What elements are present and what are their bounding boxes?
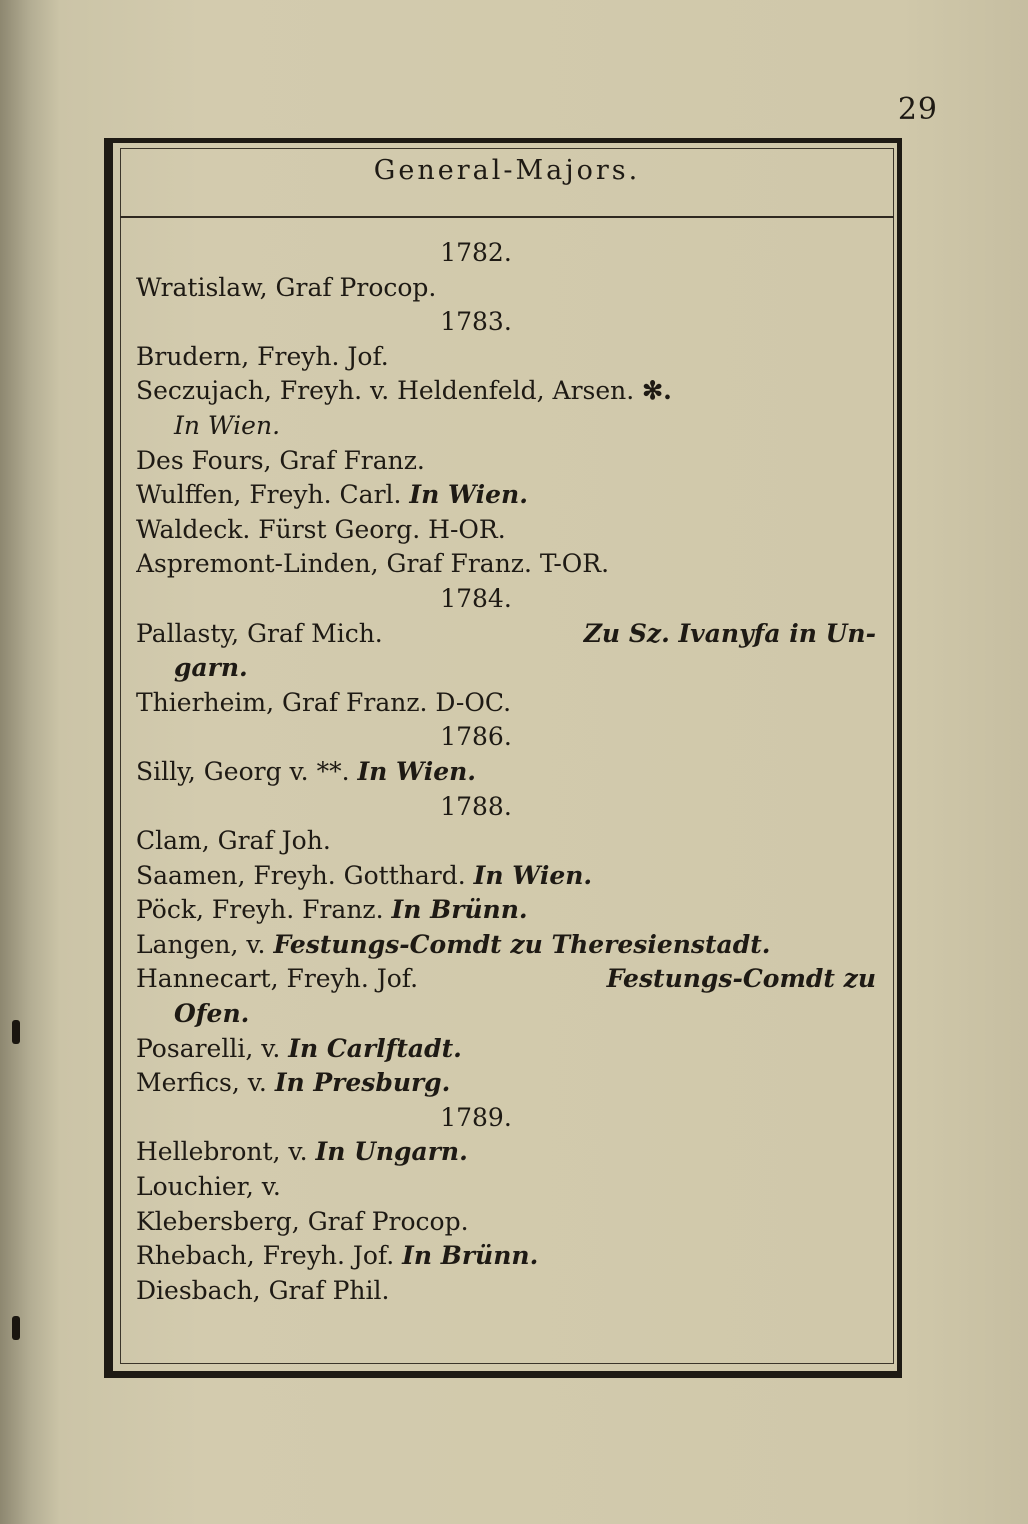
list-item: Aspremont-Linden, Graf Franz. T-OR.	[136, 549, 610, 579]
list-item	[136, 374, 876, 409]
list-item	[136, 928, 876, 963]
entry-location: In Wien.	[357, 756, 476, 786]
list-item	[136, 617, 876, 652]
list-item	[136, 755, 876, 790]
entry-name: Rhebach, Freyh. Jof.	[136, 1241, 395, 1271]
list-item	[136, 1032, 876, 1067]
entry-name: Pöck, Freyh. Franz.	[136, 895, 384, 925]
entry-location: In Wien.	[174, 410, 281, 440]
year-heading: 1783.	[440, 307, 512, 337]
page-number: 29	[897, 92, 938, 127]
list-item	[136, 893, 876, 928]
list-item: Brudern, Freyh. Jof.	[136, 341, 389, 371]
entry-name: Seczujach, Freyh. v. Heldenfeld, Arsen.	[136, 376, 635, 406]
gutter-ink-mark	[12, 1316, 20, 1340]
list-item	[136, 962, 876, 997]
header-rule	[120, 216, 894, 218]
entry-name: Silly, Georg v. **.	[136, 756, 350, 786]
entry-location: In Brünn.	[391, 895, 528, 925]
year-heading: 1784.	[440, 583, 512, 613]
list-item: Clam, Graf Joh.	[136, 826, 331, 856]
list-item	[136, 478, 876, 513]
officer-list	[136, 236, 876, 1308]
entry-name: Hellebront, v.	[136, 1137, 308, 1167]
entry-location: In Presburg.	[274, 1068, 451, 1098]
entry-location: Festungs-Comdt zu	[606, 964, 876, 994]
list-item	[136, 859, 876, 894]
entry-location: In Carlftadt.	[288, 1033, 462, 1063]
entry-name: Merfics, v.	[136, 1068, 267, 1098]
list-item: Wratislaw, Graf Procop.	[136, 272, 437, 302]
list-item	[136, 1066, 876, 1101]
entry-name: Hannecart, Freyh. Jof.	[136, 964, 419, 994]
gutter-ink-mark	[12, 1020, 20, 1044]
section-header: General-Majors.	[373, 155, 641, 186]
entry-location: Zu Sz. Ivanyfa in Un-	[583, 618, 876, 648]
entry-name: Wulffen, Freyh. Carl.	[136, 480, 402, 510]
list-item: Waldeck. Fürst Georg. H-OR.	[136, 514, 506, 544]
list-item	[136, 1135, 876, 1170]
entry-name: Saamen, Freyh. Gotthard.	[136, 860, 466, 890]
asterisk-mark: ✻.	[642, 376, 672, 406]
list-item	[136, 1239, 876, 1274]
year-heading: 1786.	[440, 722, 512, 752]
list-item: Diesbach, Graf Phil.	[136, 1275, 390, 1305]
year-heading: 1788.	[440, 791, 512, 821]
entry-location: garn.	[174, 653, 248, 683]
list-item: Louchier, v.	[136, 1172, 281, 1202]
entry-location: In Brünn.	[402, 1241, 539, 1271]
list-item: Des Fours, Graf Franz.	[136, 445, 425, 475]
year-heading: 1789.	[440, 1102, 512, 1132]
list-item: Thierheim, Graf Franz. D-OC.	[136, 687, 512, 717]
entry-name: Posarelli, v.	[136, 1033, 281, 1063]
entry-name: Pallasty, Graf Mich.	[136, 618, 383, 648]
entry-location: Festungs-Comdt zu Theresienstadt.	[273, 929, 771, 959]
entry-location: Ofen.	[174, 999, 250, 1029]
entry-location: In Ungarn.	[315, 1137, 468, 1167]
list-item: Klebersberg, Graf Procop.	[136, 1206, 469, 1236]
entry-location: In Wien.	[473, 860, 593, 890]
entry-location: In Wien.	[409, 480, 528, 510]
entry-name: Langen, v.	[136, 929, 266, 959]
year-heading: 1782.	[440, 238, 512, 267]
